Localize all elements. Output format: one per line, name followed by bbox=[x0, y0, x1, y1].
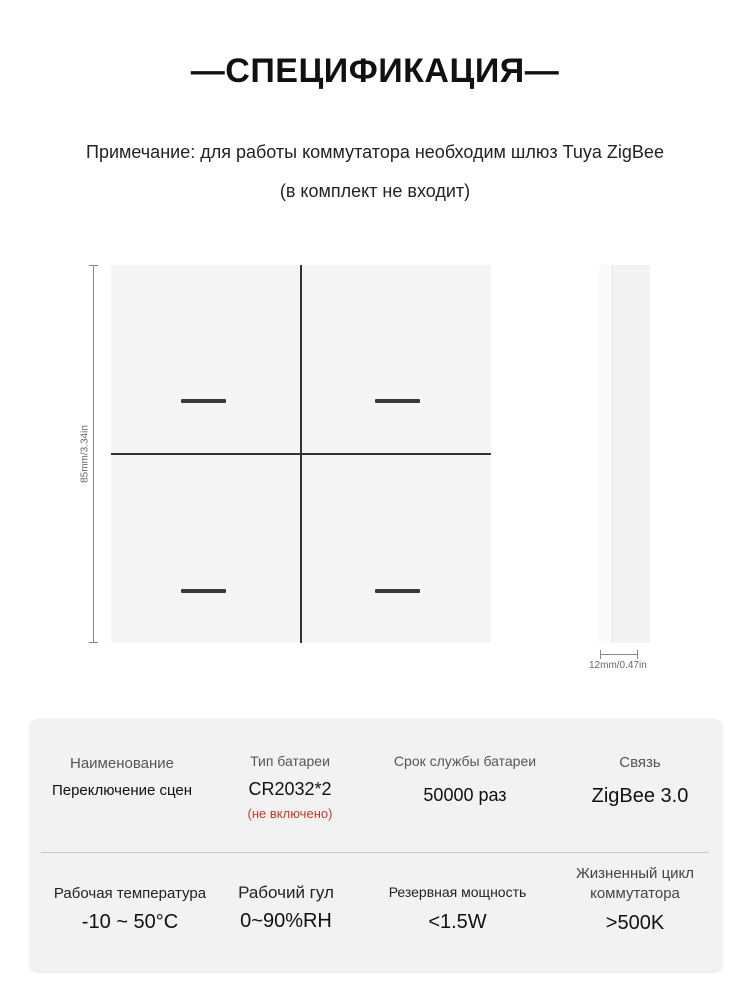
spec-name-value: Переключение сцен bbox=[51, 782, 193, 799]
spec-name bbox=[42, 754, 202, 802]
spec-battery-type-label: Тип батареи bbox=[250, 753, 330, 769]
depth-dimension-label: 12mm/0.47in bbox=[589, 660, 647, 671]
spec-switch-lifecycle bbox=[562, 864, 708, 936]
spec-battery-type bbox=[225, 752, 355, 821]
spec-battery-life-label: Срок службы батареи bbox=[393, 753, 537, 769]
button-indicator-bottom-right bbox=[375, 589, 420, 593]
spec-connectivity-value: ZigBee 3.0 bbox=[591, 785, 689, 807]
page-title: —СПЕЦИФИКАЦИЯ— bbox=[190, 52, 560, 90]
panel-horizontal-split bbox=[111, 453, 491, 455]
spec-switch-lifecycle-label: Жизненный цикл коммутатора bbox=[575, 865, 695, 902]
switch-side-view-body bbox=[613, 265, 650, 643]
spec-battery-life bbox=[380, 752, 550, 808]
button-indicator-bottom-left bbox=[181, 589, 226, 593]
switch-side-view-front bbox=[599, 265, 613, 643]
spec-operating-temperature-label: Рабочая температура bbox=[53, 885, 207, 902]
spec-operating-humidity-value: 0~90%RH bbox=[240, 910, 332, 932]
spec-battery-type-note: (не включено) bbox=[247, 806, 333, 821]
spec-standby-power-value: <1.5W bbox=[428, 911, 487, 933]
height-dimension-cap-top bbox=[89, 265, 98, 266]
height-dimension-cap-bottom bbox=[89, 642, 98, 643]
spec-standby-power bbox=[375, 883, 540, 935]
note-line-2: (в комплект не входит) bbox=[279, 181, 471, 201]
spec-battery-type-value: CR2032*2 bbox=[248, 779, 332, 799]
spec-operating-temperature bbox=[40, 884, 220, 935]
spec-name-label: Наименование bbox=[70, 755, 174, 772]
spec-standby-power-label: Резервная мощность bbox=[388, 884, 527, 900]
note-line-1: Примечание: для работы коммутатора необходим шлюз Tuya ZigBee bbox=[86, 142, 664, 162]
spec-battery-life-value: 50000 раз bbox=[423, 785, 507, 805]
depth-dimension-cap-left bbox=[600, 650, 601, 659]
depth-dimension-line bbox=[600, 654, 637, 655]
spec-operating-humidity-label: Рабочий гул bbox=[238, 883, 334, 902]
spec-divider bbox=[41, 852, 709, 853]
spec-switch-lifecycle-value: >500K bbox=[605, 912, 665, 934]
spec-connectivity-label: Связь bbox=[619, 754, 661, 771]
button-indicator-top-right bbox=[375, 399, 420, 403]
button-indicator-top-left bbox=[181, 399, 226, 403]
spec-connectivity bbox=[565, 753, 715, 809]
height-dimension-line bbox=[93, 265, 94, 643]
depth-dimension-cap-right bbox=[637, 650, 638, 659]
height-dimension-label: 85mm/3.34in bbox=[79, 425, 91, 483]
spec-operating-humidity bbox=[226, 882, 346, 934]
spec-operating-temperature-value: -10 ~ 50°C bbox=[81, 911, 179, 933]
